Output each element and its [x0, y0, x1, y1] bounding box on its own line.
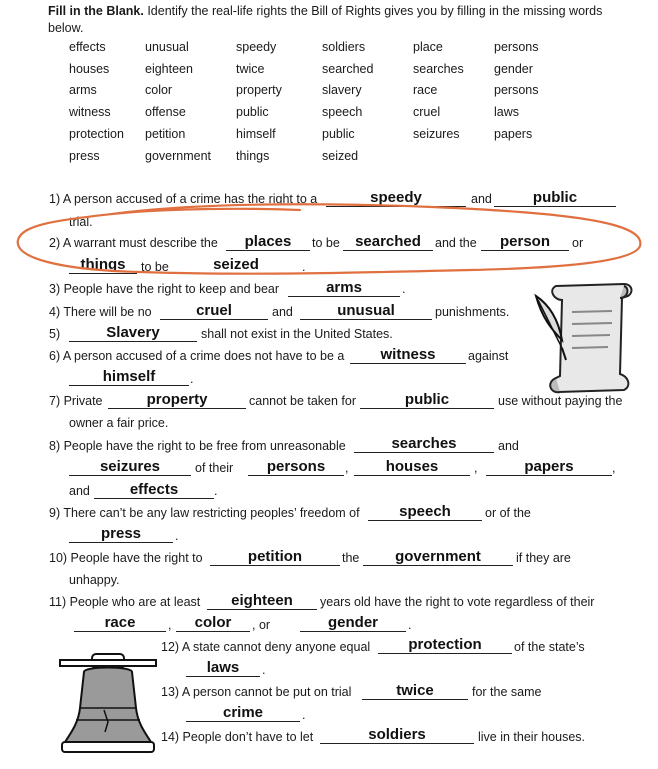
question-text: 2) A warrant must describe the — [49, 236, 218, 250]
word-bank-item: gender — [494, 61, 533, 76]
word-bank-item: soldiers — [322, 40, 366, 54]
handwritten-answer: unusual — [337, 302, 395, 319]
question-text: and — [498, 439, 519, 453]
word-bank-item: press — [69, 148, 100, 163]
handwritten-answer: speech — [399, 503, 451, 520]
question-text: 13) A person cannot be put on trial — [161, 685, 352, 699]
word-bank-item: houses — [69, 61, 110, 76]
handwritten-answer: searched — [355, 233, 421, 250]
word-bank-item: laws — [494, 105, 520, 120]
question-text: , — [612, 461, 616, 475]
handwritten-answer: protection — [408, 636, 482, 653]
word-bank-item: cruel — [413, 105, 441, 120]
word-bank-item: color — [145, 83, 173, 98]
instructions-title: Fill in the Blank. — [48, 4, 144, 18]
handwritten-answer: public — [532, 189, 578, 206]
question-text: the — [342, 551, 360, 565]
word-bank-item: property — [236, 83, 282, 98]
handwritten-answer: crime — [222, 704, 264, 721]
word-bank-item: twice — [236, 61, 265, 76]
question-text: for the same — [472, 685, 542, 699]
word-bank-item: effects — [69, 40, 106, 54]
question-text: against — [468, 349, 509, 363]
question-text: or of the — [485, 506, 531, 520]
word-bank-item: place — [413, 40, 443, 54]
word-bank-item: petition — [145, 126, 186, 141]
word-bank-item: race — [413, 83, 438, 98]
handwritten-answer: himself — [102, 368, 156, 385]
question-text: owner a fair price. — [69, 416, 169, 430]
handwritten-answer: papers — [524, 458, 574, 475]
question-text: 7) Private — [49, 394, 103, 408]
handwritten-answer: Slavery — [106, 324, 160, 341]
instructions-text: Identify the real-life rights the Bill of Rights gives you by filling in the missing words below. — [48, 4, 603, 35]
question-text: punishments. — [435, 305, 510, 319]
word-bank-item: public — [322, 126, 355, 141]
question-text: live in their houses. — [478, 730, 586, 744]
handwritten-answer: twice — [396, 682, 434, 699]
word-bank-item: persons — [494, 40, 539, 54]
scroll-quill-icon — [528, 278, 640, 396]
question-text: cannot be taken for — [249, 394, 357, 408]
question-text: . — [175, 529, 179, 543]
question-text: to be — [312, 236, 340, 250]
handwritten-answer: gender — [327, 614, 378, 631]
question-text: . — [402, 282, 406, 296]
word-bank-item: speech — [322, 105, 363, 120]
question-text: of the state’s — [514, 640, 585, 654]
handwritten-answer: places — [244, 233, 292, 250]
question-text: . — [190, 372, 194, 386]
handwritten-answer: color — [194, 614, 232, 631]
word-bank-item: speedy — [236, 40, 277, 54]
question-text: 10) People have the right to — [49, 551, 203, 565]
question-text: and the — [435, 236, 477, 250]
word-bank-item: unusual — [145, 40, 189, 54]
handwritten-answer: laws — [206, 659, 240, 676]
question-text: 3) People have the right to keep and bear — [49, 282, 280, 296]
question-text: use without paying the — [498, 394, 623, 408]
word-bank-item: government — [145, 148, 212, 163]
handwritten-answer: persons — [266, 458, 326, 475]
question-text: , — [345, 461, 349, 475]
question-text: , or — [252, 618, 271, 632]
word-bank-item: searches — [413, 61, 464, 76]
question-text: 5) — [49, 327, 61, 341]
word-bank-item: things — [236, 148, 270, 163]
question-text: 8) People have the right to be free from unreasonable — [49, 439, 346, 453]
question-text: . — [262, 663, 266, 677]
handwritten-answer: seized — [213, 256, 259, 273]
word-bank-item: searched — [322, 61, 374, 76]
handwritten-answer: speedy — [370, 189, 422, 206]
question-text: . — [214, 484, 218, 498]
handwritten-answer: things — [80, 256, 126, 273]
question-text: years old have the right to vote regardless of their — [320, 595, 595, 609]
handwritten-answer: seizures — [99, 458, 161, 475]
question-text: shall not exist in the United States. — [201, 327, 393, 341]
word-bank-item: public — [236, 105, 269, 120]
handwritten-answer: press — [100, 525, 142, 542]
word-bank-item: protection — [69, 126, 124, 141]
word-bank-item: himself — [236, 126, 276, 141]
question-text: . — [302, 708, 306, 722]
handwritten-answer: witness — [380, 346, 436, 363]
question-text: 12) A state cannot deny anyone equal — [161, 640, 371, 654]
question-text: and — [69, 484, 90, 498]
question-text: . — [302, 260, 306, 274]
liberty-bell-icon — [58, 650, 158, 769]
handwritten-answer: person — [499, 233, 550, 250]
handwritten-answer: searches — [391, 435, 457, 452]
question-text: 11) People who are at least — [49, 595, 201, 609]
question-text: if they are — [516, 551, 571, 565]
handwritten-answer: effects — [129, 481, 179, 498]
word-bank-item: seizures — [413, 126, 460, 141]
question-text: and — [272, 305, 293, 319]
question-text: . — [408, 618, 412, 632]
word-bank-item: eighteen — [145, 61, 193, 76]
question-text: or — [572, 236, 584, 250]
handwritten-answer: property — [146, 391, 208, 408]
question-text: 4) There will be no — [49, 305, 152, 319]
word-bank-item: offense — [145, 105, 186, 120]
word-bank-item: arms — [69, 83, 97, 98]
word-bank-item: seized — [322, 148, 359, 163]
handwritten-answer: cruel — [196, 302, 232, 319]
question-text: , — [474, 461, 478, 475]
question-text: 9) There can’t be any law restricting peoples’ freedom of — [49, 506, 360, 520]
handwritten-answer: petition — [247, 548, 303, 565]
handwritten-answer: arms — [326, 279, 362, 296]
question-text: , — [168, 618, 172, 632]
question-text: 14) People don’t have to let — [161, 730, 314, 744]
question-text: 6) A person accused of a crime does not have to be a — [49, 349, 345, 363]
handwritten-answer: soldiers — [368, 726, 426, 743]
word-bank-item: papers — [494, 126, 533, 141]
question-text: 1) A person accused of a crime has the right to a — [49, 192, 318, 206]
word-bank-item: slavery — [322, 83, 362, 98]
word-bank-item: persons — [494, 83, 539, 98]
handwritten-answer: eighteen — [231, 592, 293, 609]
handwritten-answer: houses — [385, 458, 439, 475]
hand-drawn-circle — [18, 204, 641, 273]
question-text: trial. — [69, 215, 93, 229]
word-bank-item: witness — [69, 105, 111, 120]
handwritten-answer: public — [404, 391, 450, 408]
handwritten-answer: government — [395, 548, 481, 565]
question-text: to be — [141, 260, 169, 274]
question-text: of their — [195, 461, 234, 475]
question-text: unhappy. — [69, 573, 120, 587]
question-text: and — [471, 192, 492, 206]
handwritten-answer: race — [104, 614, 136, 631]
